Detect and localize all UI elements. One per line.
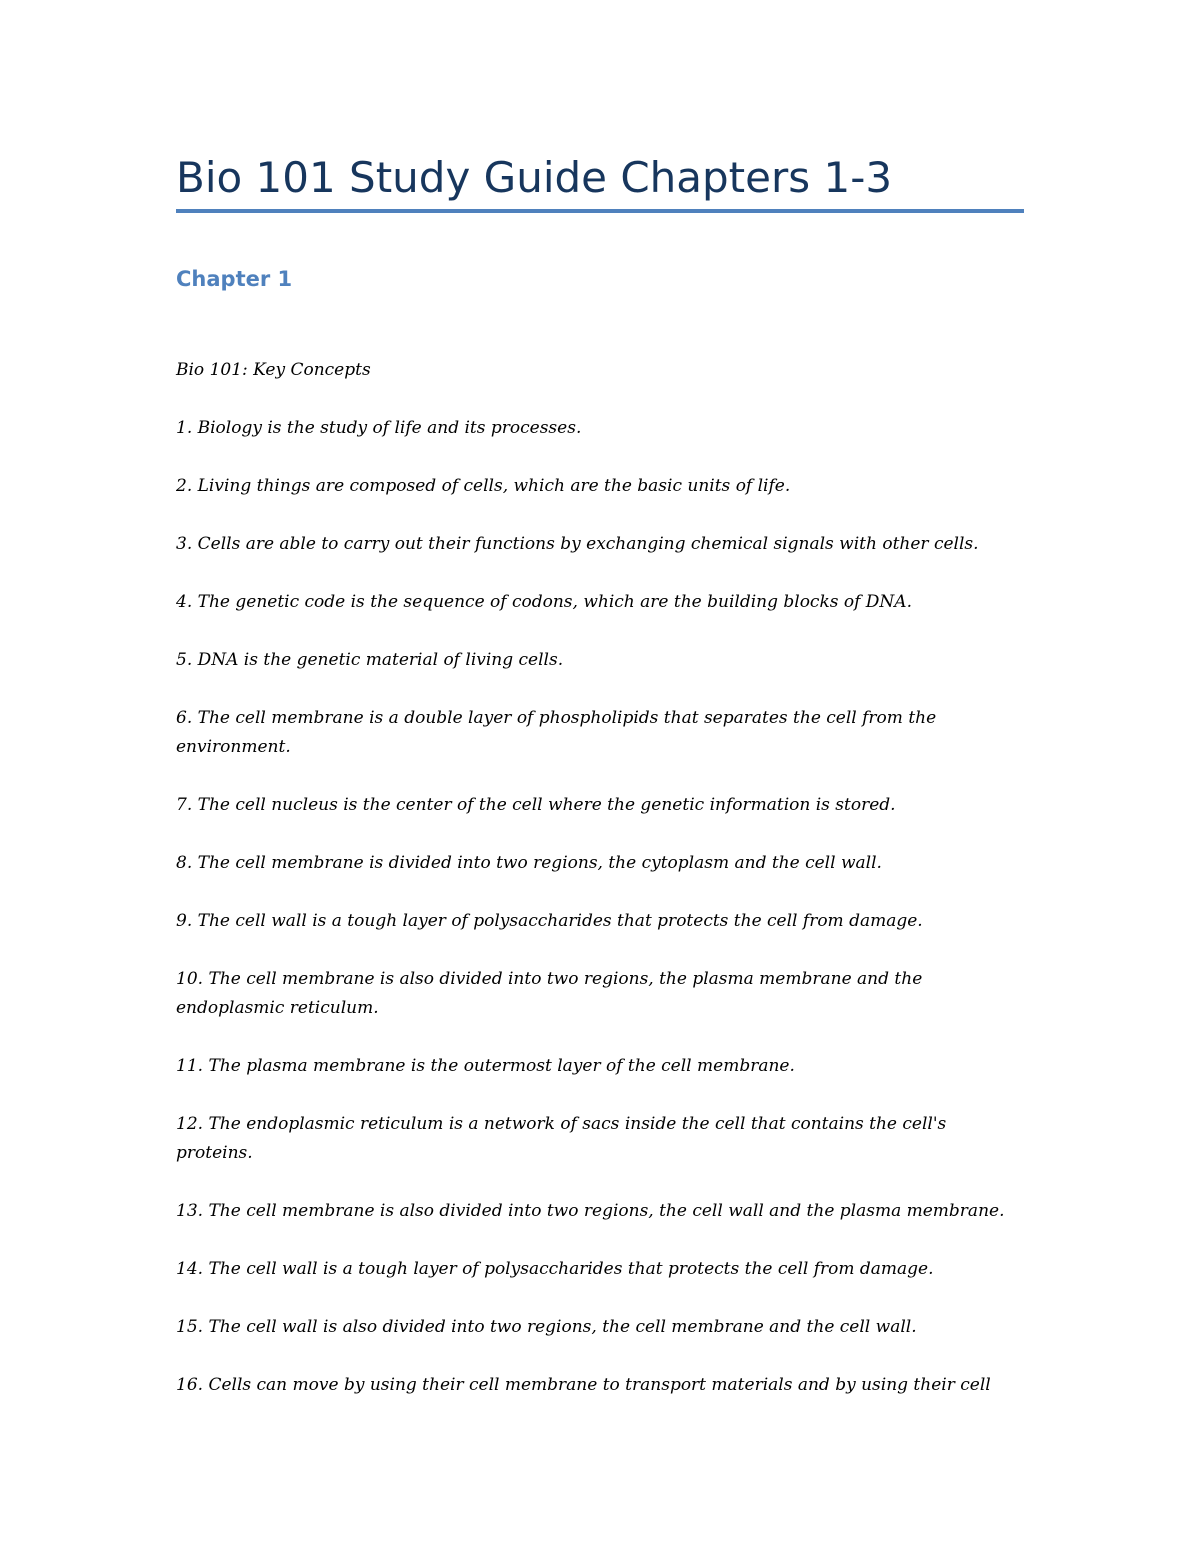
list-item: 16. Cells can move by using their cell membrane to transport materials and by using their cell bbox=[176, 1375, 991, 1395]
list-item: 5. DNA is the genetic material of living cells. bbox=[176, 650, 564, 670]
section-subheading: Bio 101: Key Concepts bbox=[176, 360, 371, 380]
list-item: 1. Biology is the study of life and its processes. bbox=[176, 418, 582, 438]
list-item: 14. The cell wall is a tough layer of polysaccharides that protects the cell from damage. bbox=[176, 1259, 934, 1279]
list-item: 6. The cell membrane is a double layer of phospholipids that separates the cell from the environment. bbox=[176, 708, 937, 757]
list-item: 4. The genetic code is the sequence of codons, which are the building blocks of DNA. bbox=[176, 592, 912, 612]
list-item: 9. The cell wall is a tough layer of polysaccharides that protects the cell from damage. bbox=[176, 911, 923, 931]
list-item: 7. The cell nucleus is the center of the cell where the genetic information is stored. bbox=[176, 795, 896, 815]
list-item: 13. The cell membrane is also divided into two regions, the cell wall and the plasma membrane. bbox=[176, 1201, 1005, 1221]
list-item: 2. Living things are composed of cells, which are the basic units of life. bbox=[176, 476, 791, 496]
title-underline-rule bbox=[176, 209, 1024, 213]
list-item: 15. The cell wall is also divided into two regions, the cell membrane and the cell wall. bbox=[176, 1317, 917, 1337]
list-item: 3. Cells are able to carry out their functions by exchanging chemical signals with other cells. bbox=[176, 534, 979, 554]
chapter-heading: Chapter 1 bbox=[176, 267, 293, 291]
list-item: 8. The cell membrane is divided into two regions, the cytoplasm and the cell wall. bbox=[176, 853, 882, 873]
list-item: 10. The cell membrane is also divided into two regions, the plasma membrane and the endoplasmic reticulum. bbox=[176, 969, 923, 1018]
document-title: Bio 101 Study Guide Chapters 1-3 bbox=[176, 153, 893, 202]
list-item: 12. The endoplasmic reticulum is a network of sacs inside the cell that contains the cell's proteins. bbox=[176, 1114, 947, 1163]
list-item: 11. The plasma membrane is the outermost layer of the cell membrane. bbox=[176, 1056, 795, 1076]
